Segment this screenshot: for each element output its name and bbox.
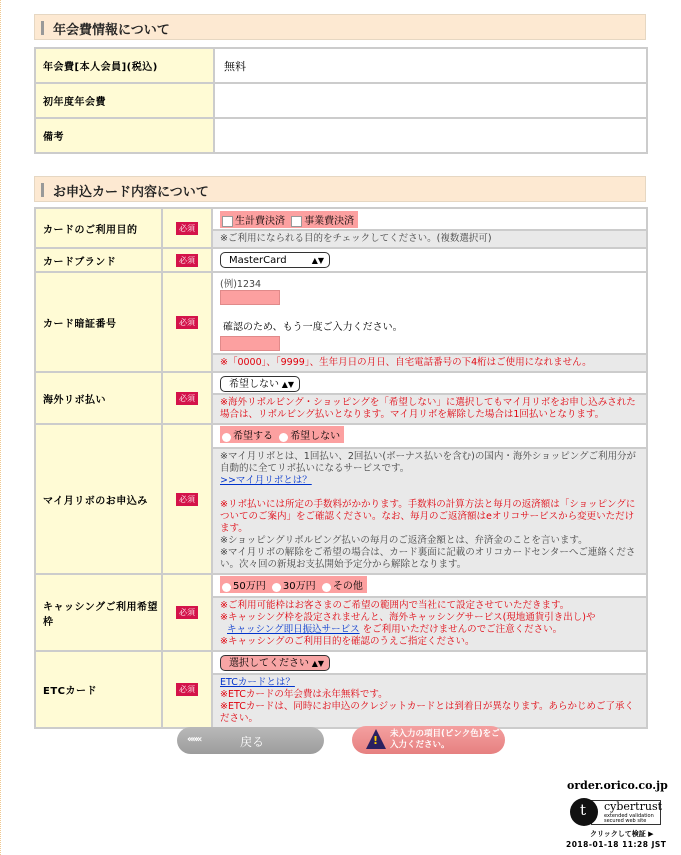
select-arrows-icon: ▲▼ bbox=[311, 256, 324, 265]
brand-selected: MasterCard bbox=[229, 255, 287, 266]
seal-sub: extended validation secured web site bbox=[604, 813, 654, 824]
my-revo-link[interactable]: >>マイ月リボとは？ bbox=[220, 475, 312, 486]
pin-confirm-label: 確認のため、もう一度ご入力ください。 bbox=[223, 322, 403, 333]
radio-300k[interactable] bbox=[272, 583, 281, 592]
pin-example: (例)1234 bbox=[220, 279, 262, 290]
etc-note1: ※ETCカードの年会費は永年無料です。 bbox=[220, 689, 388, 700]
row-value: 無料 bbox=[214, 48, 647, 83]
row-label: 海外リボ払い bbox=[35, 372, 162, 424]
pin-field bbox=[212, 272, 647, 372]
etc-selected: 選択してください bbox=[229, 658, 309, 669]
table-row-my-revo bbox=[35, 424, 647, 574]
header-bar bbox=[41, 21, 44, 35]
row-label: キャッシングご利用希望枠 bbox=[35, 574, 162, 651]
incomplete-warning-button[interactable] bbox=[352, 726, 505, 754]
required-badge: 必須 bbox=[176, 254, 198, 267]
table-row-pin bbox=[35, 272, 647, 372]
card-section-header bbox=[34, 176, 646, 202]
purpose-checkbox-group bbox=[220, 211, 358, 228]
required-cell bbox=[162, 424, 212, 574]
required-cell bbox=[162, 372, 212, 424]
option-label: 生計費決済 bbox=[235, 215, 285, 227]
option-label: 希望する bbox=[233, 431, 273, 442]
brand-field bbox=[212, 248, 647, 272]
purpose-note: ※ご利用になられる目的をチェックしてください。(複数選択可) bbox=[213, 229, 646, 247]
seal-name: cybertrust bbox=[604, 800, 663, 813]
required-badge: 必須 bbox=[176, 222, 198, 235]
option-label: 事業費決済 bbox=[304, 215, 355, 227]
cashing-note1: ※ご利用可能枠はお客さまのご希望の範囲内で当社にて設定させていただきます。 bbox=[220, 600, 570, 611]
cashing-radio-group bbox=[220, 576, 367, 593]
my-revo-radio-group bbox=[220, 426, 344, 443]
etc-field bbox=[212, 651, 647, 728]
cashing-note3: ※キャッシングのご利用目的を確認のうえご指定ください。 bbox=[220, 636, 475, 647]
cybertrust-seal[interactable] bbox=[567, 797, 662, 829]
verify-link[interactable]: クリックして検証 ▶ bbox=[590, 830, 654, 838]
timestamp: 2018-01-18 11:28 JST bbox=[566, 840, 667, 849]
card-details-table bbox=[34, 207, 648, 729]
cashing-notes bbox=[213, 596, 646, 650]
section-title: 年会費情報について bbox=[53, 23, 170, 38]
radio-other[interactable] bbox=[322, 583, 331, 592]
row-label: カードのご利用目的 bbox=[35, 208, 162, 248]
seal-box bbox=[591, 800, 661, 825]
select-arrows-icon: ▲▼ bbox=[311, 659, 324, 668]
back-chevron-icon: ««« bbox=[187, 734, 201, 745]
required-badge: 必須 bbox=[176, 606, 198, 619]
row-value bbox=[214, 83, 647, 118]
row-label: 年会費[本人会員](税込) bbox=[35, 48, 214, 83]
overseas-revo-select[interactable] bbox=[220, 376, 300, 392]
warning-label: 未入力の項目(ピンク色)をご入力ください。 bbox=[390, 729, 500, 750]
annual-fee-section-header bbox=[34, 14, 646, 40]
exclamation-icon: ! bbox=[373, 734, 379, 747]
cashing-field bbox=[212, 574, 647, 651]
table-row-cashing bbox=[35, 574, 647, 651]
required-badge: 必須 bbox=[176, 316, 198, 329]
required-cell bbox=[162, 651, 212, 728]
checkbox-living[interactable] bbox=[222, 216, 233, 227]
my-revo-note4: ※マイ月リボの解除をご希望の場合は、カード裏面に記載のオリコカードセンターへご連絡ください。次々回の新規お支払開始予定分から解除となります。 bbox=[220, 547, 636, 570]
option-label: 50万円 bbox=[233, 581, 266, 592]
select-arrows-icon: ▲▼ bbox=[281, 380, 294, 389]
left-border bbox=[0, 0, 1, 855]
etc-note2: ※ETCカードは、同時にお申込のクレジットカードとは到着日が異なります。あらかじめご了承ください。 bbox=[220, 701, 635, 724]
row-label: ETCカード bbox=[35, 651, 162, 728]
table-row bbox=[35, 48, 647, 83]
radio-my-revo-yes[interactable] bbox=[222, 433, 231, 442]
my-revo-note2: ※リボ払いには所定の手数料がかかります。手数料の計算方法と毎月の返済額は「ショッピングについてのご案内」をご確認ください。なお、毎月のご返済額はeオリコサービスから変更いただけます。 bbox=[220, 499, 636, 534]
row-label: カード暗証番号 bbox=[35, 272, 162, 372]
option-label: 30万円 bbox=[282, 581, 316, 592]
my-revo-note1: ※マイ月リボとは、1回払い、2回払い(ボーナス払いを含む)の国内・海外ショッピングご利用分が自動的に全てリボ払いになるサービスです。 bbox=[220, 451, 637, 474]
pin-input[interactable] bbox=[220, 290, 280, 305]
required-badge: 必須 bbox=[176, 683, 198, 696]
my-revo-field bbox=[212, 424, 647, 574]
table-row-brand bbox=[35, 248, 647, 272]
etc-select[interactable] bbox=[220, 655, 330, 671]
cashing-note2: ※キャッシング枠を設定されませんと、海外キャッシングサービス(現地通貨引き出し)や bbox=[220, 612, 596, 623]
etc-link[interactable]: ETCカードとは？ bbox=[220, 677, 295, 688]
option-label: 希望しない bbox=[290, 431, 341, 442]
overseas-revo-note: ※海外リボルビング・ショッピングを「希望しない」に選択してもマイ月リボをお申し込みされた場合は、リボルビング払いとなります。マイ月リボを解除した場合は1回払いとなります。 bbox=[213, 393, 646, 423]
my-revo-note3: ※ショッピングリボルビング払いの毎月のご返済金額とは、弁済金のことを言います。 bbox=[220, 535, 588, 546]
table-row-etc bbox=[35, 651, 647, 728]
required-cell bbox=[162, 248, 212, 272]
pin-note: ※「0000」、「9999」、生年月日の月日、自宅電話番号の下4桁はご使用になれません。 bbox=[213, 353, 646, 371]
table-row-overseas-revo bbox=[35, 372, 647, 424]
overseas-revo-selected: 希望しない bbox=[229, 379, 279, 390]
radio-500k[interactable] bbox=[222, 583, 231, 592]
checkbox-business[interactable] bbox=[291, 216, 302, 227]
required-badge: 必須 bbox=[176, 493, 198, 506]
required-cell bbox=[162, 208, 212, 248]
overseas-revo-field bbox=[212, 372, 647, 424]
site-domain: order.orico.co.jp bbox=[567, 779, 668, 792]
pin-confirm-input[interactable] bbox=[220, 336, 280, 351]
section-title: お申込カード内容について bbox=[53, 185, 209, 200]
brand-select[interactable] bbox=[220, 252, 330, 268]
etc-notes bbox=[213, 673, 646, 727]
table-row-purpose bbox=[35, 208, 647, 248]
my-revo-notes bbox=[213, 447, 646, 573]
cybertrust-logo-icon: t bbox=[570, 798, 598, 826]
row-value bbox=[214, 118, 647, 153]
radio-my-revo-no[interactable] bbox=[279, 433, 288, 442]
cashing-note2b: をご利用いただけませんのでご注意ください。 bbox=[362, 624, 563, 635]
purpose-field bbox=[212, 208, 647, 248]
required-cell bbox=[162, 574, 212, 651]
table-row bbox=[35, 118, 647, 153]
back-label: 戻る bbox=[240, 735, 265, 749]
cashing-transfer-link[interactable]: キャッシング即日振込サービス bbox=[227, 624, 360, 635]
row-label: マイ月リボのお申込み bbox=[35, 424, 162, 574]
required-badge: 必須 bbox=[176, 392, 198, 405]
row-label: カードブランド bbox=[35, 248, 162, 272]
table-row bbox=[35, 83, 647, 118]
header-bar bbox=[41, 183, 44, 197]
option-label: その他 bbox=[332, 581, 363, 592]
row-label: 初年度年会費 bbox=[35, 83, 214, 118]
row-label: 備考 bbox=[35, 118, 214, 153]
annual-fee-table bbox=[34, 47, 648, 154]
required-cell bbox=[162, 272, 212, 372]
back-button[interactable] bbox=[177, 727, 324, 754]
